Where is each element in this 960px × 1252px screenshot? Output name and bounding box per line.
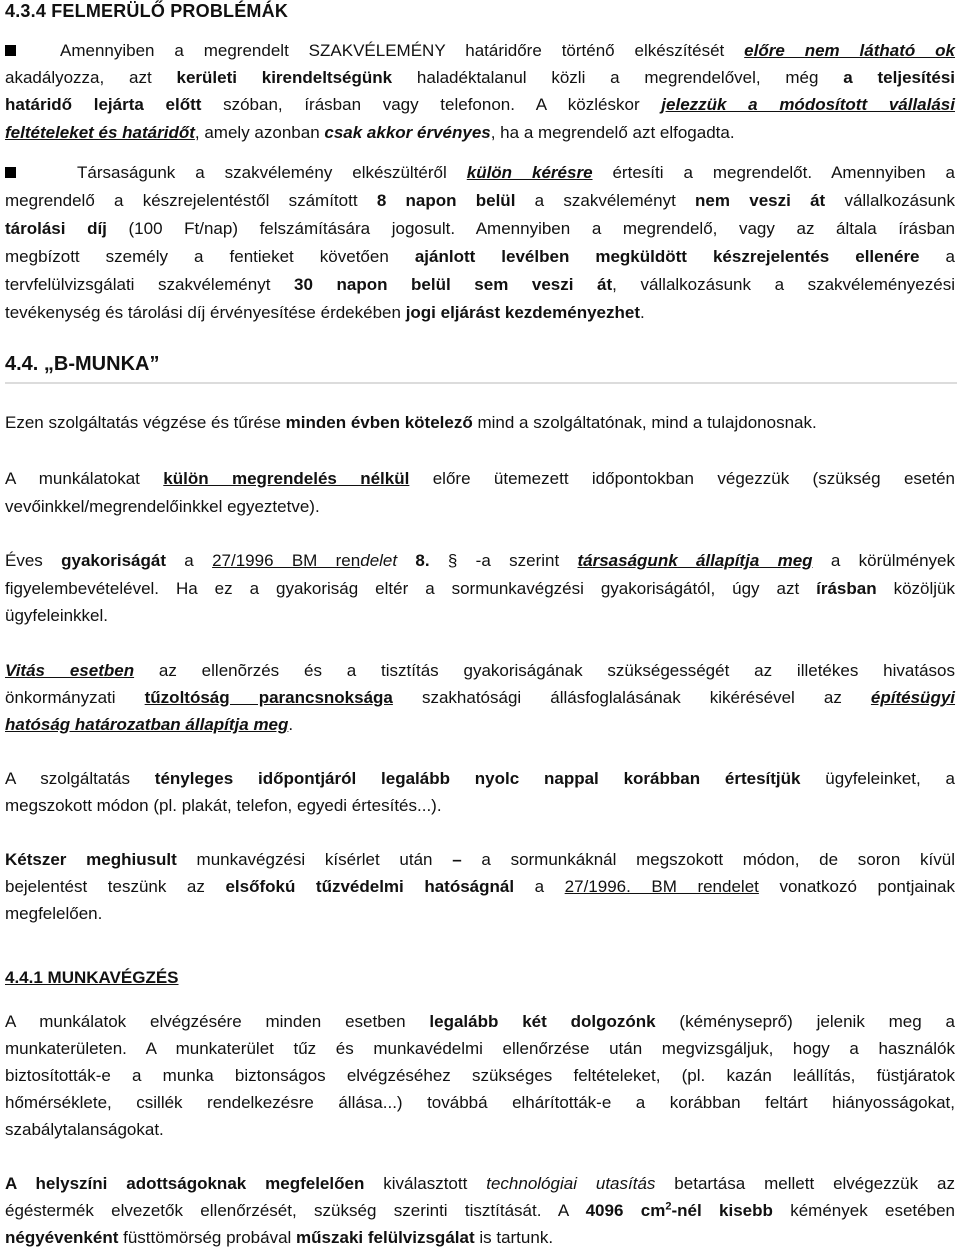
paragraph-7-line-4: hőmérséklete, csillék rendelkezésre állása...) továbbá elhárították-e a korábban feltárt hiányosságokat,	[5, 1093, 955, 1112]
bullet1-line-3: határidő lejárta előtt szóban, írásban vagy telefonon. A közléskor jelezzük a módosított vállalási	[5, 95, 955, 114]
bullet1-line-2: akadályozza, azt kerületi kirendeltségünk haladéktalanul közli a megrendelővel, még a teljesítési	[5, 68, 955, 87]
paragraph-8-line-1: A helyszíni adottságoknak megfelelően kiválasztott technológiai utasítás betartása mellett elvégezzük az	[5, 1174, 955, 1193]
paragraph-6-line-2: bejelentést teszünk az elsőfokú tűzvédelmi hatóságnál a 27/1996. BM rendelet vonatkozó pontjainak	[5, 877, 956, 896]
bullet2-line-5: tervfelülvizsgálati szakvéleményt 30 napon belül sem veszi át, vállalkozásunk a szakvéleményezési	[5, 275, 955, 294]
bullet1-line-1: Amennyiben a megrendelt SZAKVÉLEMÉNY határidőre történő elkészítését előre nem látható ok	[60, 41, 955, 60]
bullet2-line-6: tevékenység és tárolási díj érvényesítése érdekében jogi eljárást kezdeményezhet.	[5, 303, 645, 322]
section-heading-4-4-1: 4.4.1 MUNKAVÉGZÉS	[5, 968, 179, 987]
section-heading-4-3-4: 4.3.4 FELMERÜLŐ PROBLÉMÁK	[5, 1, 289, 21]
paragraph-6-line-1: Kétszer meghiusult munkavégzési kísérlet után – a sormunkáknál megszokott módon, de soron kívül	[5, 850, 955, 869]
paragraph-7-line-5: szabálytalanságokat.	[5, 1120, 164, 1139]
paragraph-2-line-2: vevőinkkel/megrendelőinkkel egyeztetve).	[5, 497, 320, 516]
paragraph-3-line-3: ügyfeleinkkel.	[5, 606, 109, 625]
paragraph-5-line-2: megszokott módon (pl. plakát, telefon, egyedi értesítés...).	[5, 796, 442, 815]
paragraph-2-line-1: A munkálatokat külön megrendelés nélkül előre ütemezett időpontokban végezzük (szükség esetén	[5, 469, 955, 488]
paragraph-3-line-2: figyelembevételével. Ha ez a gyakoriság eltér a sormunkavégzési gyakoriságától, úgy azt írásban közöljük	[5, 579, 955, 598]
paragraph-4-line-1: Vitás esetben az ellenõrzés és a tisztítás gyakoriságának szükségességét az illetékes hivatásos	[5, 661, 955, 680]
paragraph-7-line-2: munkaterületen. A munkaterület tűz és munkavédelmi ellenőrzése után megvizsgáljuk, hogy a használók	[5, 1039, 955, 1058]
section-heading-4-4: 4.4. „B-MUNKA”	[5, 353, 160, 375]
bullet2-line-4: megbízott személy a fentieket követően ajánlott levélben megküldött készrejelentés ellenére a	[5, 247, 955, 266]
paragraph-5-line-1: A szolgáltatás tényleges időpontjáról legalább nyolc nappal korábban értesítjük ügyfeleinket, a	[5, 769, 955, 788]
paragraph-7-line-1: A munkálatok elvégzésére minden esetben legalább két dolgozónk (kéményseprő) jelenik meg a	[5, 1012, 956, 1031]
paragraph-4-line-3: hatóság határozatban állapítja meg.	[5, 715, 294, 734]
paragraph-7-line-3: biztosították-e a munka biztonságos elvégzéséhez szükséges feltételeket, (pl. kazán leállítás, füstjáratok	[5, 1066, 955, 1085]
bullet2-line-3: tárolási díj (100 Ft/nap) felszámítására jogosult. Amennyiben a megrendelő, vagy az általa írásban	[5, 219, 955, 238]
bullet1-line-4: feltételeket és határidőt, amely azonban csak akkor érvényes, ha a megrendelő azt elfogadta.	[5, 123, 735, 142]
paragraph-3-line-1: Éves gyakoriságát a 27/1996 BM rendelet 8. § -a szerint társaságunk állapítja meg a körülmények	[5, 551, 955, 570]
paragraph-6-line-3: megfelelően.	[5, 904, 103, 923]
paragraph-8-line-2: égéstermék elvezetők ellenőrzését, szükség szerinti tisztítását. A 4096 $cm^2$-nél kisebb kémények esetében	[5, 1200, 955, 1220]
bullet2-line-1: Társaságunk a szakvélemény elkészültéről külön kérésre értesíti a megrendelőt. Amennyiben a	[77, 163, 955, 182]
paragraph-1: Ezen szolgáltatás végzése és tűrése minden évben kötelező mind a szolgáltatónak, mind a tulajdonosnak.	[5, 413, 817, 432]
paragraph-8-line-3: négyévenként füsttömörség probával műszaki felülvizsgálat is tartunk.	[5, 1228, 554, 1247]
bullet2-line-2: megrendelő a készrejelentéstől számított 8 napon belül a szakvéleményt nem veszi át vállalkozásunk	[5, 191, 956, 210]
heading-divider	[5, 382, 957, 384]
paragraph-4-line-2: önkormányzati tűzoltóság parancsnoksága szakhatósági állásfoglalásának kikérésével az építésügyi	[5, 688, 956, 707]
